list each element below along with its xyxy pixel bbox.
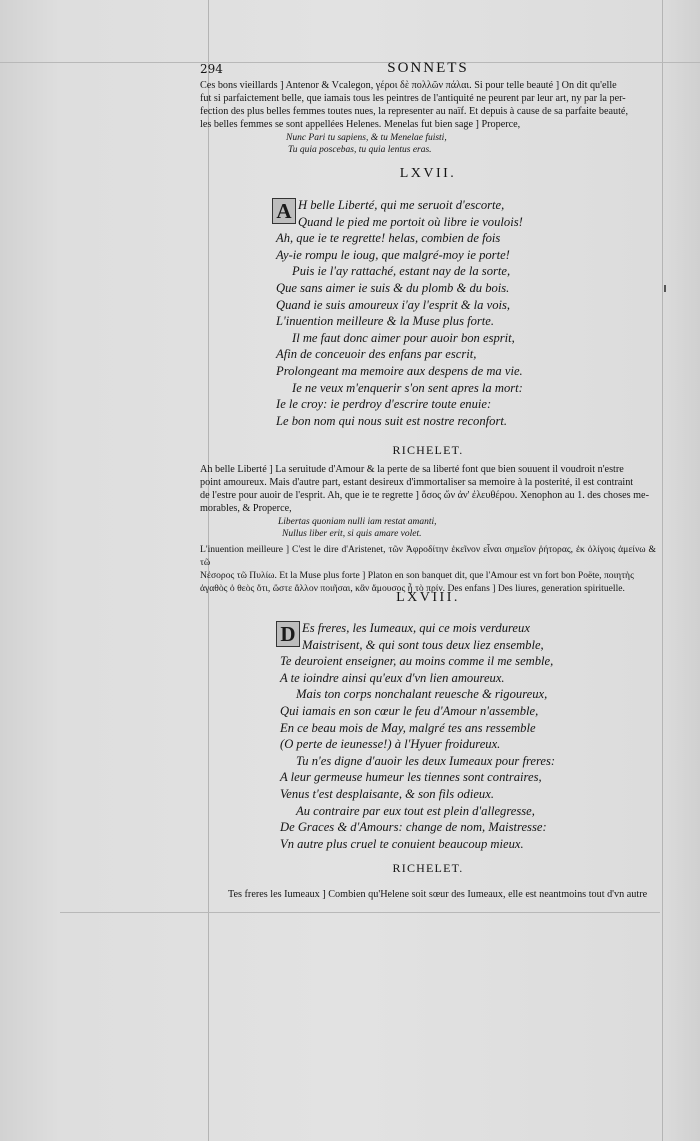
drop-cap-d: D bbox=[276, 621, 300, 647]
verse-line: A te ioindre ainsi qu'eux d'vn lien amoureux. bbox=[280, 670, 505, 685]
sonnet-68-body bbox=[280, 620, 555, 852]
verse-line: Afin de conceuoir des enfans par escrit, bbox=[276, 347, 477, 362]
verse-line: (O perte de ieunesse!) à l'Hyuer froidureux. bbox=[280, 737, 501, 752]
commentary-line: les belles femmes se sont appellées Helenes. Menelas fut bien sage ] Properce, bbox=[200, 119, 521, 130]
commentary-line: Νέσορος τῶ Πυλίω. Et la Muse plus forte ] Platon en son banquet dit, que l'Amour est vn fort bon Poëte, ποιητὴς bbox=[200, 570, 634, 581]
commentary-line: Tes freres les Iumeaux ] Combien qu'Helene soit sœur des Iumeaux, elle est neantmoins tout d'vn autre bbox=[228, 889, 648, 900]
richelet-commentary bbox=[228, 888, 656, 901]
commentary-line: morables, & Properce, bbox=[200, 503, 292, 514]
commentary-line: fut si parfaictement belle, que iamais tous les peintres de l'antiquité ne peurent par leur art, ny par la per- bbox=[200, 93, 626, 104]
properce-quote bbox=[278, 516, 437, 540]
commentary-line: ἀγαθὸς ὁ θεὸς ὅτι, ὥστε ἄλλον ποιῆσαι, κἂν ἄμουσος ᾖ τὸ πρίν. Des enfans ] Des liures, generation spirituelle. bbox=[200, 583, 625, 594]
verse-line: Vn autre plus cruel te conuient beaucoup mieux. bbox=[280, 836, 524, 851]
quote-line: Tu quia poscebas, tu quia lentus eras. bbox=[288, 145, 432, 155]
verse-line: A leur germeuse humeur les tiennes sont contraires, bbox=[280, 770, 542, 785]
verse-line: L'inuention meilleure & la Muse plus forte. bbox=[276, 314, 495, 329]
verse-line: Es freres, les Iumeaux, qui ce mois verdureux bbox=[302, 621, 530, 635]
sonnet-number: LXVII. bbox=[399, 166, 457, 181]
verse-line: Te deuroient enseigner, au moins comme il me semble, bbox=[280, 654, 554, 669]
quote-line: Libertas quoniam nulli iam restat amanti, bbox=[278, 517, 437, 527]
verse-line: Mais ton corps nonchalant reuesche & rigoureux, bbox=[296, 687, 548, 702]
properce-quote bbox=[286, 132, 447, 156]
verse-line: Qui iamais en son cœur le feu d'Amour n'assemble, bbox=[280, 703, 539, 718]
verse-line: Au contraire par eux tout est plein d'allegresse, bbox=[296, 803, 535, 818]
verse-line: Ie ne veux m'enquerir s'on sent apres la mort: bbox=[292, 380, 523, 395]
sonnet-67-body bbox=[276, 197, 523, 429]
commentary-line: fection des plus belles femmes toutes nues, la representer au naïf. Et depuis à cause de sa parfaite beauté, bbox=[200, 106, 628, 117]
quote-line: Nunc Pari tu sapiens, & tu Menelae fuisti, bbox=[286, 133, 447, 143]
verse-line: Quand ie suis amoureux i'ay l'esprit & la vois, bbox=[276, 297, 511, 312]
commentary-line: Ah belle Liberté ] La seruitude d'Amour & la perte de sa liberté font que bien souuent il voudroit n'estre bbox=[200, 464, 624, 475]
verse-line: Tu n'es digne d'auoir les deux Iumeaux pour freres: bbox=[296, 753, 556, 768]
book-page bbox=[200, 58, 656, 908]
verse-line: Que sans aimer ie suis & du plomb & du bois. bbox=[276, 280, 510, 295]
commentary-line: point amoureux. Mais d'autre part, estant desireux d'immortaliser sa memoire à la posterité, il est contraint bbox=[200, 477, 634, 488]
margin-line bbox=[662, 0, 663, 1141]
verse-line: Ie le croy: ie perdroy d'escrire toute enuie: bbox=[276, 397, 492, 412]
richelet-heading: RICHELET. bbox=[392, 861, 464, 875]
running-header: SONNETS bbox=[387, 60, 469, 76]
richelet-commentary-cont bbox=[200, 543, 656, 595]
verse-line: Ah, que ie te regrette! helas, combien de fois bbox=[276, 231, 501, 246]
verse-line: Il me faut donc aimer pour auoir bon esprit, bbox=[292, 330, 515, 345]
verse-line: Venus t'est desplaisante, & son fils odieux. bbox=[280, 786, 494, 801]
commentary-line: de l'estre pour auoir de l'esprit. Ah, que ie te regrette ] ὅσος ὤν ἀν' ἐλευθέρου. Xenophon au 1. des choses me- bbox=[200, 490, 649, 501]
verse-line: Ay-ie rompu le ioug, que malgré-moy ie porte! bbox=[276, 247, 510, 262]
verse-line: Maistrisent, & qui sont tous deux liez ensemble, bbox=[302, 637, 544, 652]
verse-line: Prolongeant ma memoire aux despens de ma vie. bbox=[276, 363, 523, 378]
margin-mark bbox=[664, 285, 666, 292]
bottom-rule bbox=[60, 912, 660, 913]
richelet-commentary bbox=[200, 463, 656, 515]
page-number: 294 bbox=[200, 62, 223, 76]
verse-line: Le bon nom qui nous suit est nostre reconfort. bbox=[276, 413, 507, 428]
verse-line: Puis ie l'ay rattaché, estant nay de la sorte, bbox=[292, 264, 511, 279]
verse-line: De Graces & d'Amours: change de nom, Maistresse: bbox=[280, 820, 547, 835]
richelet-heading: RICHELET. bbox=[392, 443, 464, 457]
top-commentary bbox=[200, 79, 656, 131]
drop-cap-a: A bbox=[272, 198, 296, 224]
commentary-line: L'inuention meilleure ] C'est le dire d'Aristenet, τῶν Ἀφροδίτην ἐκεῖνον εἶναι σημεῖον ῥήτορας, ἐκ ὀλίγοις ἀμείνω & τῶ bbox=[200, 544, 656, 568]
quote-line: Nullus liber erit, si quis amare volet. bbox=[282, 529, 422, 539]
sonnet-number: LXVIII. bbox=[396, 590, 460, 605]
verse-line: En ce beau mois de May, malgré tes ans ressemble bbox=[280, 720, 536, 735]
verse-line: H belle Liberté, qui me seruoit d'escorte, bbox=[298, 198, 505, 212]
verse-line: Quand le pied me portoit où libre ie voulois! bbox=[298, 214, 523, 229]
commentary-line: Ces bons vieillards ] Antenor & Vcalegon, γέροι δὲ πολλῶν πάλαι. Si pour telle beauté ] On dit qu'elle bbox=[200, 80, 617, 91]
